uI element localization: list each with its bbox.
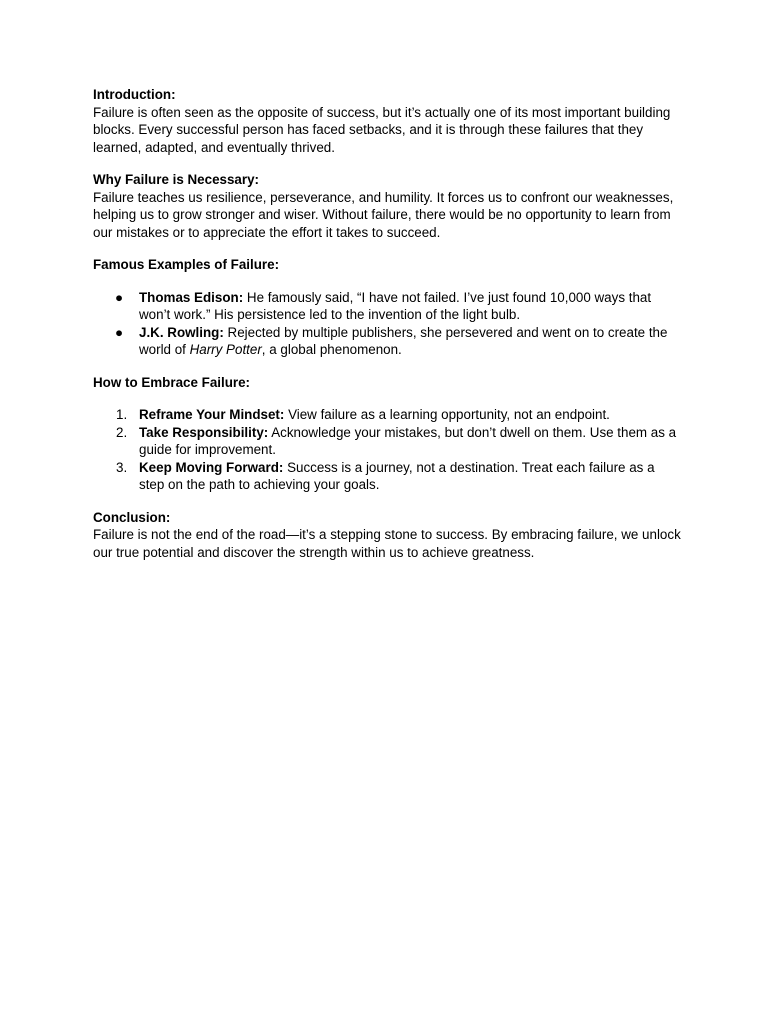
step-label: Take Responsibility: bbox=[139, 424, 269, 440]
list-number: 2. bbox=[116, 424, 128, 440]
bullet-marker: ● bbox=[115, 289, 124, 305]
examples-list bbox=[93, 289, 683, 359]
list-number: 3. bbox=[116, 459, 128, 475]
introduction-body: Failure is often seen as the opposite of success, but it’s actually one of its most important building blocks. Every successful person has faced setbacks, and it is through these failures that they learned, adapted, and eventually thrived. bbox=[93, 104, 671, 155]
example-label: J.K. Rowling: bbox=[139, 324, 224, 340]
list-item bbox=[93, 459, 683, 494]
example-label: Thomas Edison: bbox=[139, 289, 244, 305]
conclusion-body: Failure is not the end of the road—it’s a stepping stone to success. By embracing failure, we unlock our true potential and discover the strength within us to achieve greatness. bbox=[93, 527, 681, 560]
conclusion-heading: Conclusion: bbox=[93, 509, 171, 525]
introduction-heading: Introduction: bbox=[93, 87, 176, 102]
step-text: View failure as a learning opportunity, not an endpoint. bbox=[284, 407, 610, 422]
examples-section bbox=[93, 256, 683, 359]
embrace-list bbox=[93, 406, 683, 494]
introduction-section bbox=[93, 86, 683, 156]
document-page bbox=[93, 86, 683, 576]
list-item bbox=[93, 289, 683, 324]
embrace-heading: How to Embrace Failure: bbox=[93, 374, 250, 390]
list-item bbox=[93, 406, 683, 424]
list-item bbox=[93, 424, 683, 459]
bullet-marker: ● bbox=[115, 324, 124, 340]
examples-heading: Famous Examples of Failure: bbox=[93, 257, 280, 272]
book-title: Harry Potter bbox=[189, 342, 262, 357]
step-text: Success is a journey, not a destination. Treat each failure as a step on the path to achieving your goals. bbox=[139, 459, 655, 492]
example-text: He famously said, “I have not failed. I’ve just found 10,000 ways that won’t work.” His persistence led to the invention of the light bulb. bbox=[139, 289, 652, 322]
conclusion-section bbox=[93, 509, 683, 562]
why-failure-heading: Why Failure is Necessary: bbox=[93, 172, 259, 187]
why-failure-section bbox=[93, 171, 683, 241]
example-text: Rejected by multiple publishers, she persevered and went on to create the world of bbox=[139, 324, 668, 357]
step-label: Keep Moving Forward: bbox=[139, 459, 284, 475]
example-text-end: , a global phenomenon. bbox=[261, 342, 402, 357]
embrace-section bbox=[93, 374, 683, 494]
why-failure-body: Failure teaches us resilience, perseverance, and humility. It forces us to confront our weaknesses, helping us to grow stronger and wiser. Without failure, there would be no opportunity to learn from our mistakes or to appreciate the effort it takes to succeed. bbox=[93, 189, 674, 240]
step-label: Reframe Your Mindset: bbox=[139, 407, 285, 422]
list-number: 1. bbox=[116, 407, 128, 422]
list-item bbox=[93, 324, 683, 359]
step-text: Acknowledge your mistakes, but don’t dwell on them. Use them as a guide for improvement. bbox=[139, 424, 677, 457]
